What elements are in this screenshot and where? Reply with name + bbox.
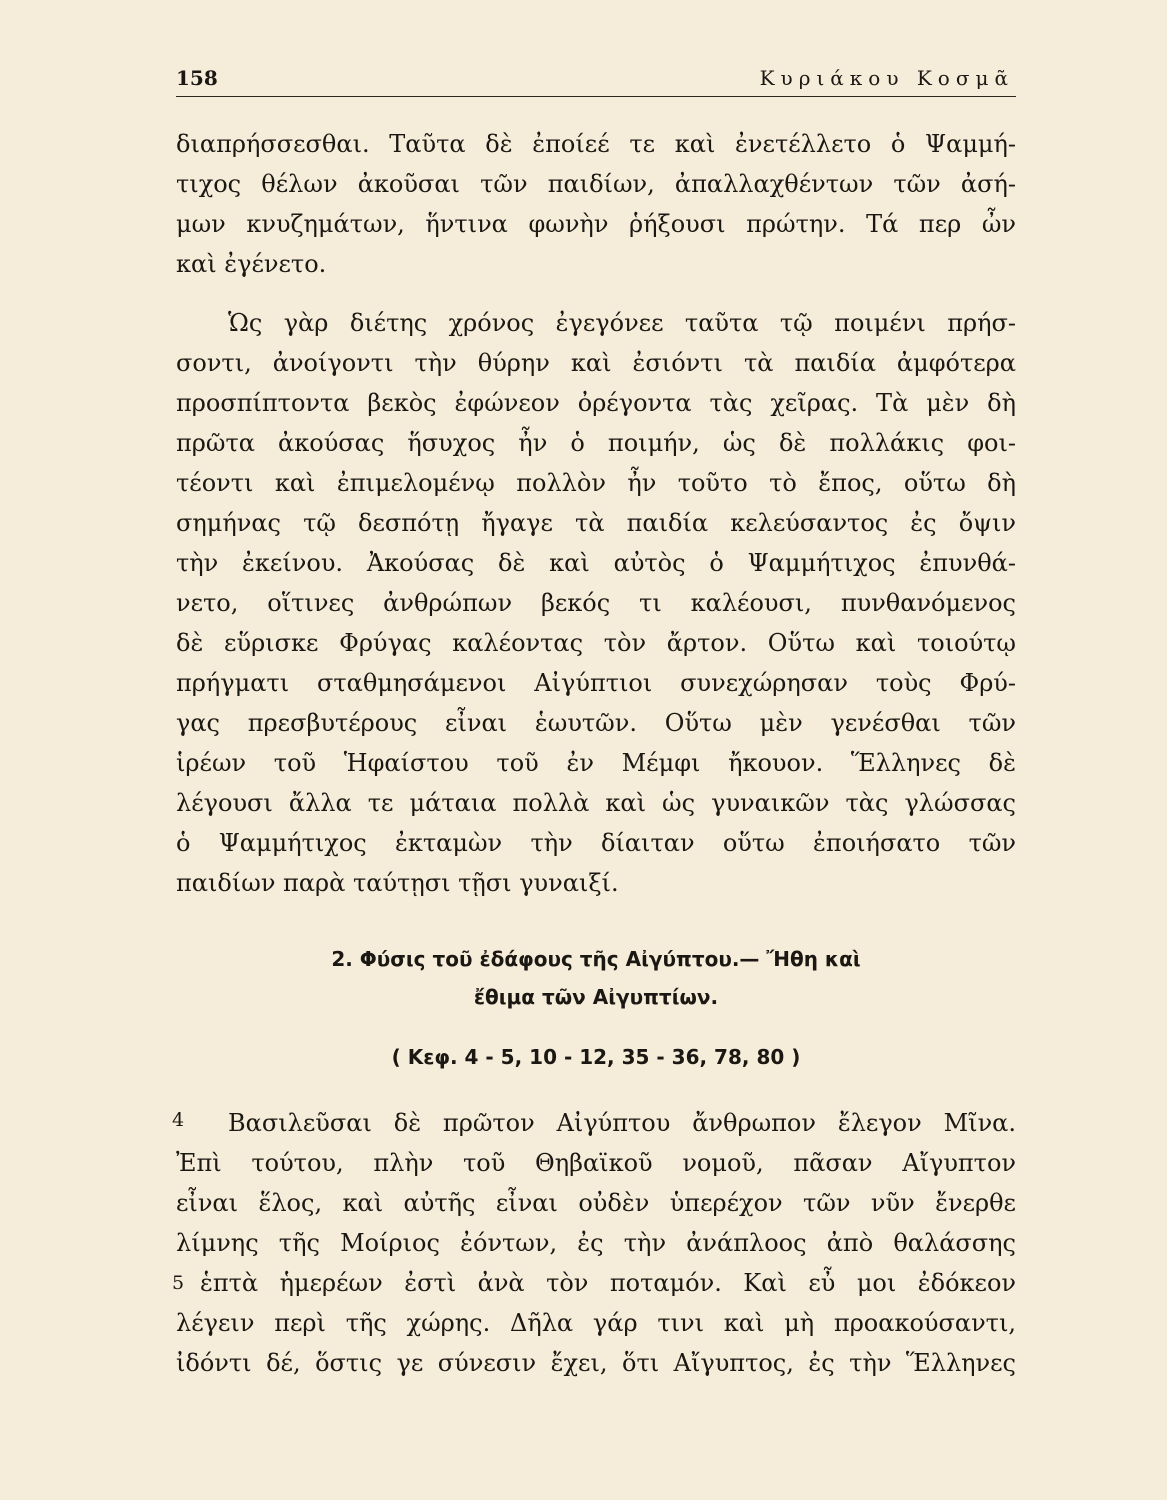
section-heading-continued: ἔθιμα τῶν Αἰγυπτίων. <box>473 985 719 1009</box>
text-line: προσπίπτοντα βεκὸς ἐφώνεον ὀρέγοντα τὰς χεῖρας. Τὰ μὲν δὴ <box>176 389 1016 417</box>
margin-line-number: 4 <box>172 1109 185 1131</box>
text-line: ὁ Ψαμμήτιχος ἐκταμὼν τὴν δίαιταν οὕτω ἐποιήσατο τῶν <box>176 829 1016 857</box>
text-line: σημήνας τῷ δεσπότῃ ἤγαγε τὰ παιδία κελεύσαντος ἐς ὄψιν <box>176 509 1016 537</box>
text-line: λέγειν περὶ τῆς χώρης. Δῆλα γάρ τινι καὶ μὴ προακούσαντι, <box>176 1309 1016 1337</box>
text-line: παιδίων παρὰ ταύτῃσι τῇσι γυναιξί. <box>176 869 619 897</box>
page-number: 158 <box>176 66 218 90</box>
text-line: τιχος θέλων ἀκοῦσαι τῶν παιδίων, ἀπαλλαχθέντων τῶν ἀσή- <box>176 170 1016 198</box>
text-line: τέοντι καὶ ἐπιμελομένῳ πολλὸν ἦν τοῦτο τὸ ἔπος, οὕτω δὴ <box>176 469 1016 497</box>
text-line: πρήγματι σταθμησάμενοι Αἰγύπτιοι συνεχώρησαν τοὺς Φρύ- <box>176 669 1016 697</box>
text-line: γας πρεσβυτέρους εἶναι ἑωυτῶν. Οὕτω μὲν γενέσθαι τῶν <box>176 709 1016 737</box>
text-line: ἑπτὰ ἡμερέων ἐστὶ ἀνὰ τὸν ποταμόν. Καὶ εὖ μοι ἐδόκεον <box>200 1269 1016 1297</box>
text-line: ἱρέων τοῦ Ἡφαίστου τοῦ ἐν Μέμφι ἤκουον. Ἕλληνες δὲ <box>176 749 1016 777</box>
text-line: ἰδόντι δέ, ὅστις γε σύνεσιν ἔχει, ὅτι Αἴγυπτος, ἐς τὴν Ἕλληνες <box>176 1349 1016 1377</box>
text-line: πρῶτα ἀκούσας ἥσυχος ἦν ὁ ποιμήν, ὡς δὲ πολλάκις φοι- <box>176 429 1016 457</box>
page-header <box>176 62 1016 97</box>
section-heading: 2. Φύσις τοῦ ἐδάφους τῆς Αἰγύπτου.— Ἤθη καὶ <box>331 947 861 971</box>
chapter-reference: ( Κεφ. 4 - 5, 10 - 12, 35 - 36, 78, 80 ) <box>391 1045 801 1069</box>
text-line: τὴν ἐκείνου. Ἀκούσας δὲ καὶ αὐτὸς ὁ Ψαμμήτιχος ἐπυνθά- <box>176 549 1016 577</box>
text-line: μων κνυζημάτων, ἥντινα φωνὴν ῥήξουσι πρώτην. Τά περ ὦν <box>176 210 1016 238</box>
text-line: λίμνης τῆς Μοίριος ἐόντων, ἐς τὴν ἀνάπλοος ἀπὸ θαλάσσης <box>176 1229 1016 1257</box>
text-line: Ἐπὶ τούτου, πλὴν τοῦ Θηβαϊκοῦ νομοῦ, πᾶσαν Αἴγυπτον <box>176 1149 1016 1177</box>
text-line: δὲ εὕρισκε Φρύγας καλέοντας τὸν ἄρτον. Οὕτω καὶ τοιούτῳ <box>176 629 1016 657</box>
text-line: καὶ ἐγένετο. <box>176 250 327 278</box>
margin-line-number: 5 <box>172 1272 185 1294</box>
running-title: Κυριάκου Κοσμᾶ <box>759 66 1014 90</box>
text-line: σοντι, ἀνοίγοντι τὴν θύρην καὶ ἐσιόντι τὰ παιδία ἀμφότερα <box>176 349 1016 377</box>
text-line: νετο, οἵτινες ἀνθρώπων βεκός τι καλέουσι, πυνθανόμενος <box>176 589 1016 617</box>
text-line: Ὡς γὰρ διέτης χρόνος ἐγεγόνεε ταῦτα τῷ ποιμένι πρήσ- <box>228 309 1016 337</box>
text-line: διαπρήσσεσθαι. Ταῦτα δὲ ἐποίεέ τε καὶ ἐνετέλλετο ὁ Ψαμμή- <box>176 130 1016 158</box>
text-line: εἶναι ἕλος, καὶ αὐτῆς εἶναι οὐδὲν ὑπερέχον τῶν νῦν ἔνερθε <box>176 1189 1016 1217</box>
text-line: λέγουσι ἄλλα τε μάταια πολλὰ καὶ ὡς γυναικῶν τὰς γλώσσας <box>176 789 1016 817</box>
text-line: Βασιλεῦσαι δὲ πρῶτον Αἰγύπτου ἄνθρωπον ἔλεγον Μῖνα. <box>228 1109 1016 1137</box>
